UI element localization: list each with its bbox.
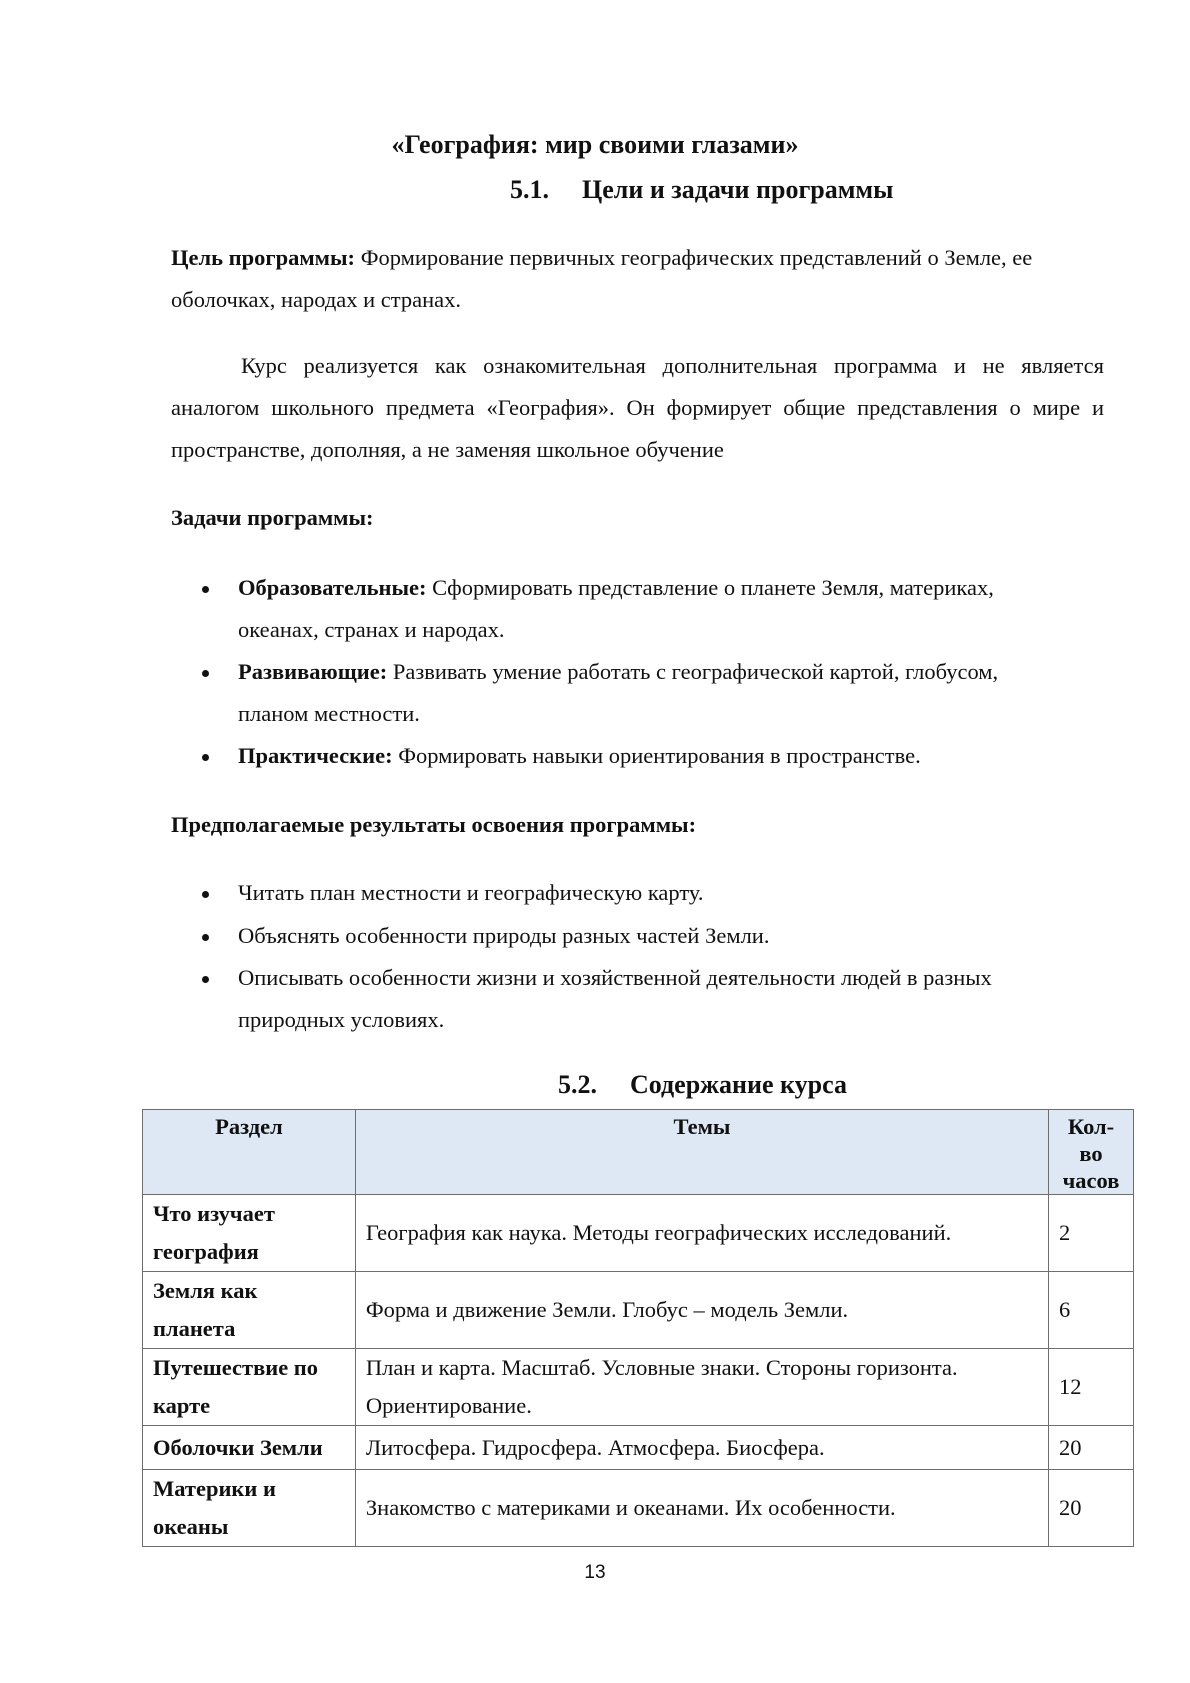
goal-label: Цель программы:: [171, 245, 356, 270]
task-item-line-1: [238, 658, 998, 686]
task-item-line-2: планом местности.: [238, 701, 420, 726]
task-text: Сформировать представление о планете Земля, материках,: [426, 575, 994, 600]
page-number: 13: [584, 1562, 606, 1583]
cell-section: [143, 1349, 356, 1426]
cell-hours: 20: [1049, 1470, 1134, 1547]
task-label: Развивающие:: [238, 659, 388, 684]
topics-line: Ориентирование.: [365, 1393, 532, 1418]
bullet-icon: [202, 891, 209, 898]
cell-section: [143, 1272, 356, 1349]
bullet-icon: [202, 754, 209, 761]
table-row: [143, 1272, 1134, 1349]
hours-header-line: во: [1079, 1141, 1103, 1166]
cell-topics: Форма и движение Земли. Глобус – модель Земли.: [355, 1272, 1048, 1349]
cell-section: [143, 1470, 356, 1547]
table-row: [143, 1426, 1134, 1470]
section-number: 5.1.: [510, 175, 549, 204]
goal-line-1: [171, 244, 1032, 272]
section-heading-goals: [510, 174, 893, 206]
section-line: карте: [153, 1393, 211, 1418]
cell-hours: 20: [1049, 1426, 1134, 1470]
bullet-icon: [202, 976, 209, 983]
task-item-line-2: океанах, странах и народах.: [238, 617, 505, 642]
table-row: [143, 1470, 1134, 1547]
column-header-topics: Темы: [355, 1110, 1048, 1195]
results-heading: Предполагаемые результаты освоения программы:: [171, 812, 697, 837]
task-text: Развивать умение работать с географической картой, глобусом,: [387, 659, 999, 684]
bullet-icon: [202, 586, 209, 593]
section-title: Содержание курса: [630, 1070, 847, 1099]
section-line: планета: [153, 1316, 236, 1341]
document-title: «География: мир своими глазами»: [391, 130, 799, 159]
cell-topics: Литосфера. Гидросфера. Атмосфера. Биосфера.: [355, 1426, 1048, 1470]
cell-section: [143, 1195, 356, 1272]
column-header-hours: [1049, 1110, 1134, 1195]
column-header-section: Раздел: [143, 1110, 356, 1195]
cell-section: Оболочки Земли: [143, 1426, 356, 1470]
table-header-row: [143, 1110, 1134, 1195]
hours-header-line: Кол-: [1067, 1114, 1115, 1139]
hours-header-line: часов: [1062, 1168, 1120, 1193]
task-item-line-1: [238, 574, 994, 602]
table-row: [143, 1195, 1134, 1272]
section-line: география: [153, 1239, 259, 1264]
goal-text: Формирование первичных географических представлений о Земле, ее: [355, 245, 1033, 270]
result-item-line-1: Читать план местности и географическую карту.: [238, 880, 704, 905]
course-content-table: [142, 1109, 1134, 1547]
tasks-heading: Задачи программы:: [171, 505, 374, 530]
task-label: Образовательные:: [238, 575, 427, 600]
result-item-line-1: Объяснять особенности природы разных частей Земли.: [238, 923, 770, 948]
cell-hours: 12: [1049, 1349, 1134, 1426]
section-title: Цели и задачи программы: [582, 175, 894, 204]
cell-topics: География как наука. Методы географических исследований.: [355, 1195, 1048, 1272]
task-label: Практические:: [238, 743, 393, 768]
cell-hours: 2: [1049, 1195, 1134, 1272]
task-text: Формировать навыки ориентирования в пространстве.: [392, 743, 921, 768]
section-number: 5.2.: [558, 1070, 597, 1099]
section-line: Материки и: [153, 1476, 276, 1501]
cell-hours: 6: [1049, 1272, 1134, 1349]
bullet-icon: [202, 670, 209, 677]
section-line: океаны: [153, 1514, 229, 1539]
result-item-line-1: Описывать особенности жизни и хозяйственной деятельности людей в разных: [238, 965, 992, 990]
goal-line-2: оболочках, народах и странах.: [171, 287, 462, 312]
intro-paragraph-line-1: Курс реализуется как ознакомительная дополнительная программа и не является: [241, 353, 1104, 378]
topics-line: План и карта. Масштаб. Условные знаки. Стороны горизонта.: [365, 1355, 958, 1380]
task-item-line-1: [238, 742, 921, 770]
bullet-icon: [202, 934, 209, 941]
section-line: Путешествие по: [153, 1355, 319, 1380]
cell-topics: Знакомство с материками и океанами. Их особенности.: [355, 1470, 1048, 1547]
section-line: Что изучает: [153, 1201, 275, 1226]
section-line: Земля как: [153, 1278, 258, 1303]
table-row: [143, 1349, 1134, 1426]
section-heading-content: [558, 1069, 847, 1101]
intro-paragraph-line-3: пространстве, дополняя, а не заменяя школьное обучение: [171, 437, 724, 462]
cell-topics: [355, 1349, 1048, 1426]
intro-paragraph-line-2: аналогом школьного предмета «География». Он формирует общие представления о мире и: [171, 395, 1104, 420]
result-item-line-2: природных условиях.: [238, 1007, 445, 1032]
